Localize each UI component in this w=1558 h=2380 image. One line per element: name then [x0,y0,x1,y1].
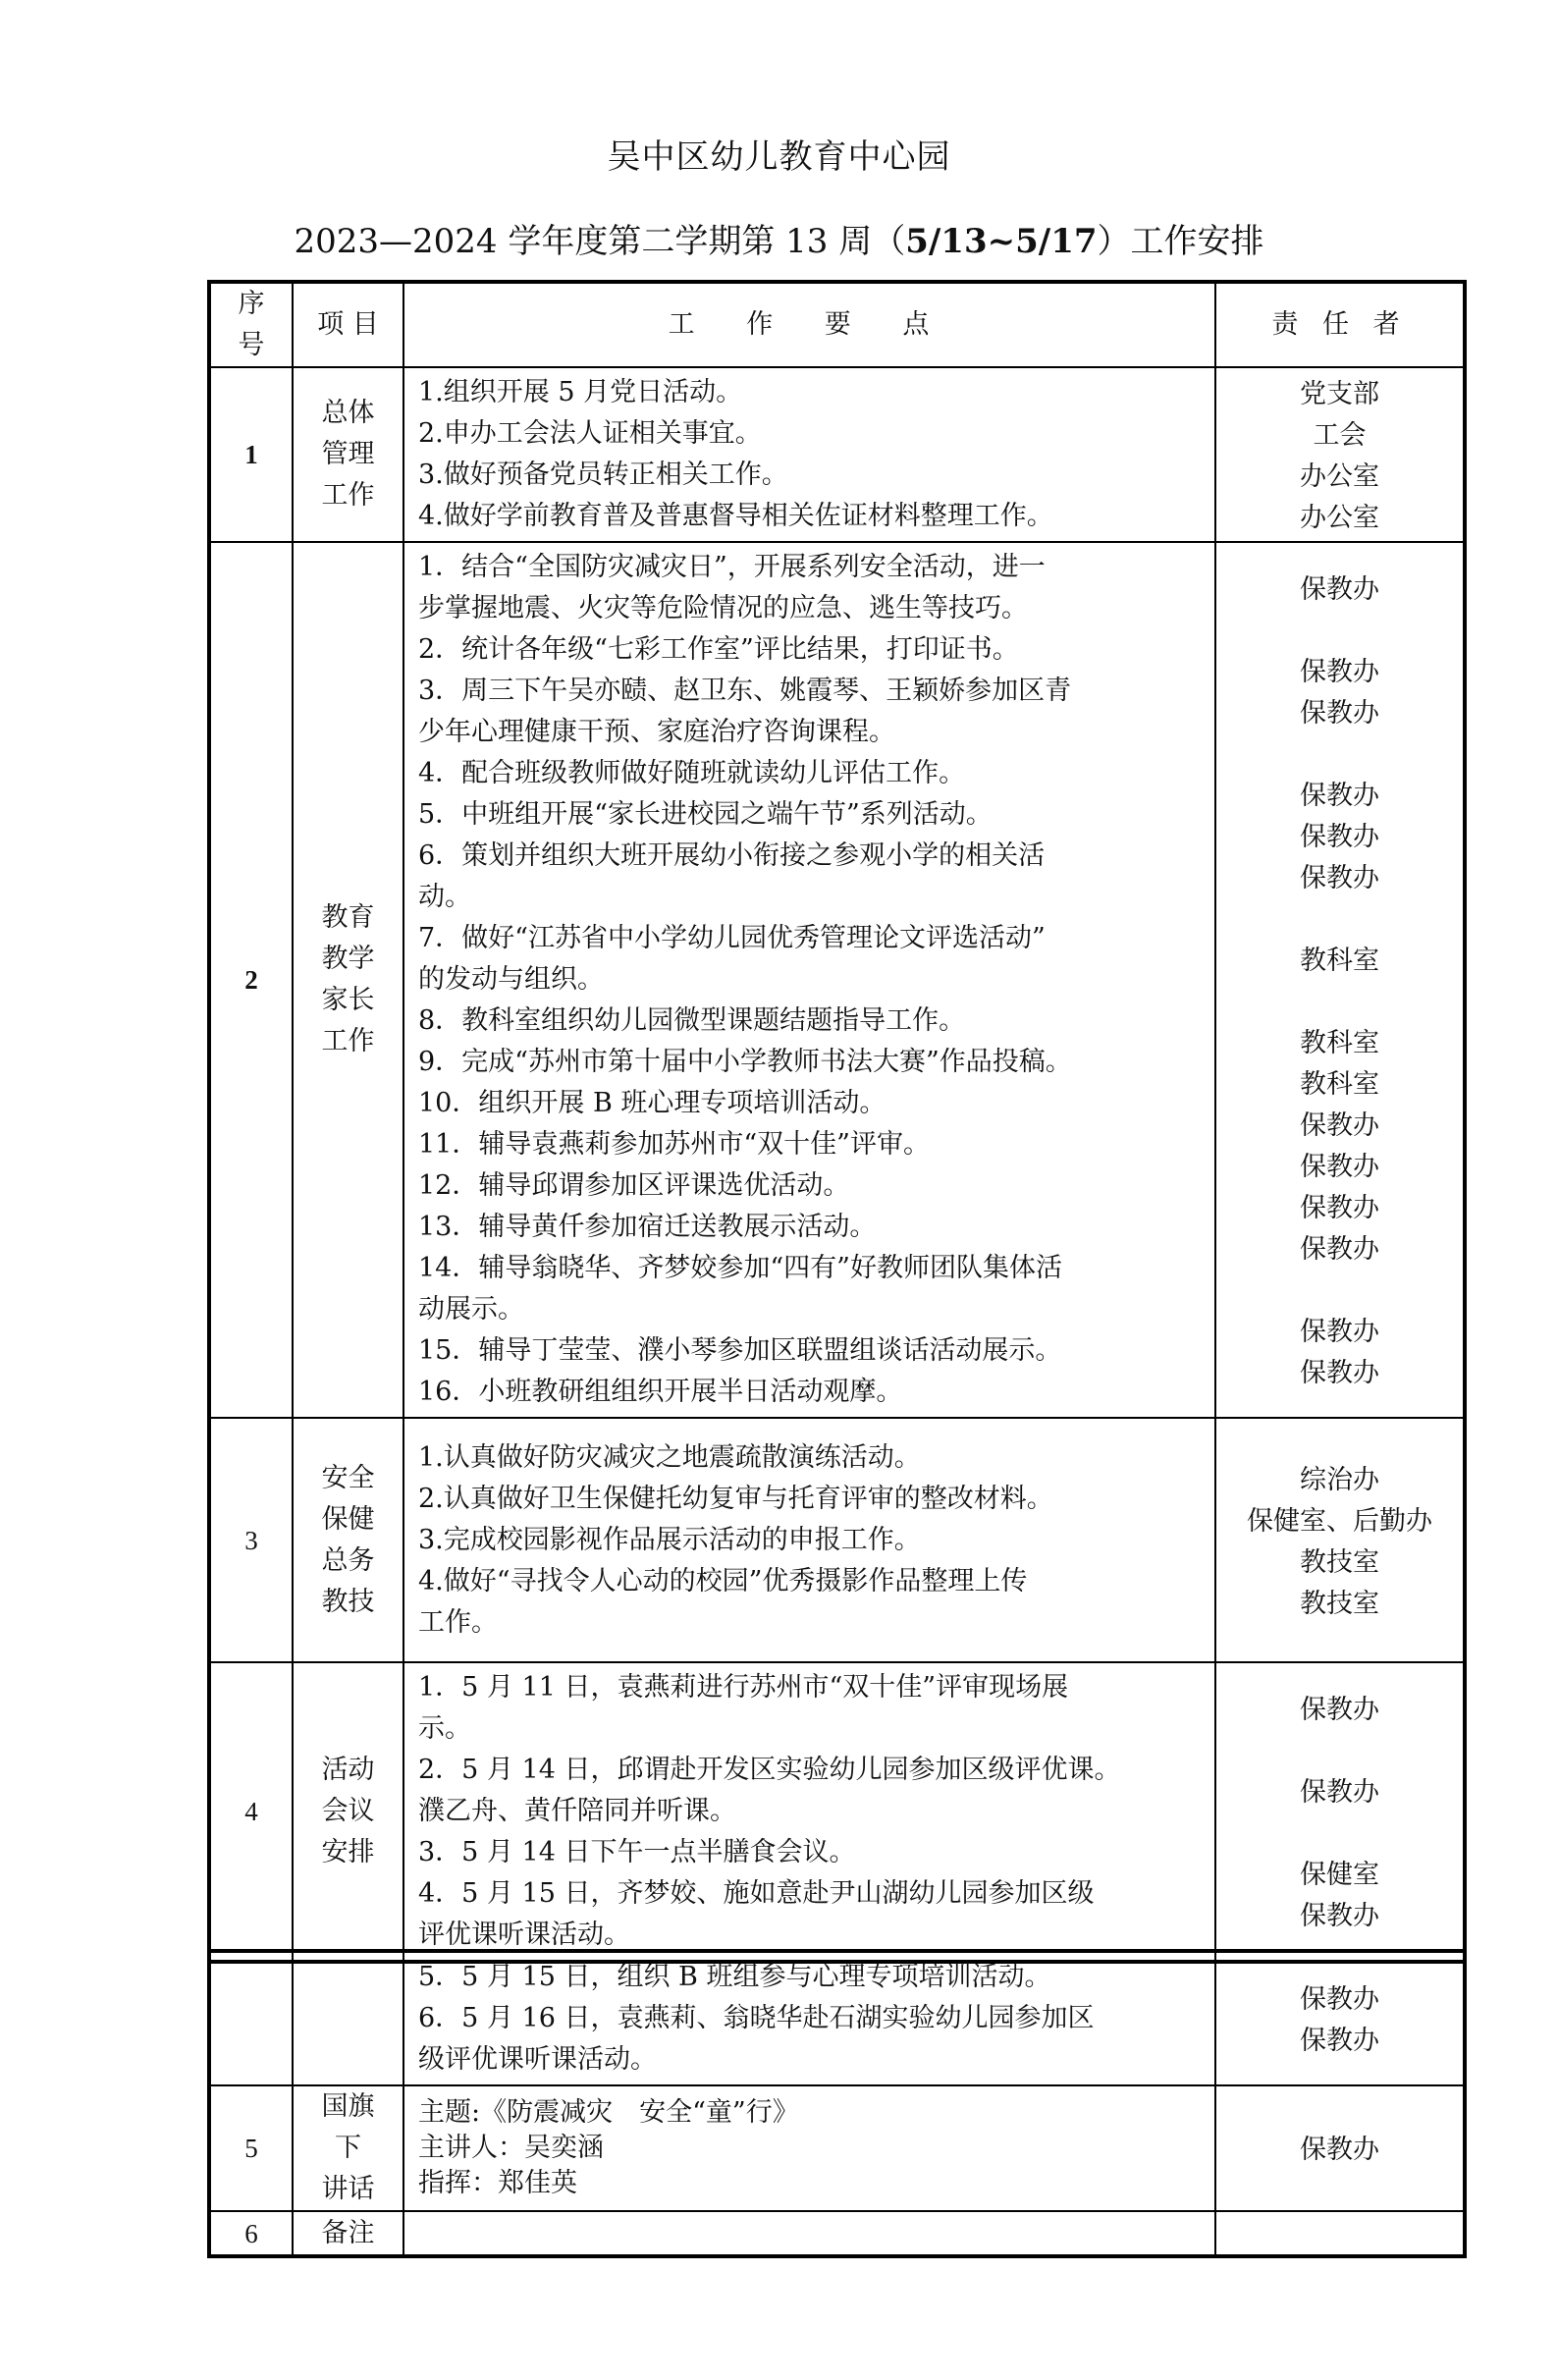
row-number: 6 [209,2211,293,2256]
category-line: 工作 [321,1026,375,1056]
schedule-title-dates: 5/13~5/17 [905,222,1098,261]
work-point: 3．5 月 14 日下午一点半膳食会议。 [418,1837,856,1867]
work-point: 评优课听课活动。 [418,1920,630,1950]
responsible-party: 保教办 [1300,2026,1379,2056]
owner-spacer [1216,982,1463,1023]
schedule-title [0,214,1558,262]
work-point: 示。 [418,1713,471,1744]
responsible-party: 保教办 [1300,1234,1379,1265]
owner-spacer [1216,899,1463,941]
work-point: 3．周三下午吴亦赜、赵卫东、姚霞琴、王颖娇参加区青 [418,676,1072,706]
category-line: 安排 [321,1837,375,1867]
owner-spacer [1216,1731,1463,1772]
category-line: 总体 [321,398,375,428]
responsible-party: 保教办 [1300,1152,1379,1182]
row-number: 2 [209,542,293,1418]
responsible-party: 保教办 [1300,781,1379,811]
table-row [209,367,1465,542]
work-points [403,2085,1215,2211]
row-category [293,1418,403,1662]
responsible-party: 教科室 [1300,1028,1379,1058]
work-point: 1.组织开展 5 月党日活动。 [418,377,743,407]
responsible-party: 保教办 [1300,822,1379,852]
responsible-party: 保教办 [1300,1110,1379,1141]
row-category [293,2085,403,2211]
responsible-party: 保教办 [1300,1901,1379,1931]
responsible-parties [1215,542,1465,1418]
work-point: 6．5 月 16 日，袁燕莉、翁晓华赴石湖实验幼儿园参加区 [418,2003,1095,2033]
work-point: 濮乙舟、黄仟陪同并听课。 [418,1796,736,1826]
column-header-no-line1: 序 [238,289,265,319]
work-point: 11．辅导袁燕莉参加苏州市“双十佳”评审。 [418,1129,930,1160]
responsible-party: 教科室 [1300,946,1379,976]
responsible-party: 保教办 [1300,1317,1379,1347]
work-point: 步掌握地震、火灾等危险情况的应急、逃生等技巧。 [418,593,1028,623]
work-point: 15．辅导丁莹莹、濮小琴参加区联盟组谈话活动展示。 [418,1335,1062,1366]
category-line: 家长 [321,985,375,1015]
work-point: 10．组织开展 B 班心理专项培训活动。 [418,1088,886,1118]
responsible-party: 教技室 [1300,1546,1379,1578]
responsible-party: 保教办 [1300,1984,1379,2015]
table-row-continuation [209,1951,1465,2085]
work-point: 动展示。 [418,1294,524,1325]
work-point: 3.做好预备党员转正相关工作。 [418,460,788,490]
responsible-party: 保教办 [1300,1777,1379,1808]
row-number: 4 [209,1662,293,1962]
category-line: 保健 [321,1503,375,1535]
table-row [209,1662,1465,1962]
work-point: 2．5 月 14 日，邱谓赴开发区实验幼儿园参加区级评优课。 [418,1755,1121,1785]
work-point: 4．配合班级教师做好随班就读幼儿评估工作。 [418,758,966,788]
table-row [209,1418,1465,1662]
category-line: 会议 [321,1796,375,1826]
category-line: 管理 [321,439,375,469]
work-point: 级评优课听课活动。 [418,2044,657,2075]
speech-topic: 主题:《防震减灾 安全“童”行》 [418,2097,799,2128]
work-point: 动。 [418,882,471,912]
category-line: 工作 [321,480,375,511]
work-point: 1．结合“全国防灾减灾日”，开展系列安全活动，进一 [418,552,1046,582]
weekly-schedule-table-continued [207,1949,1467,2258]
work-point: 2.申办工会法人证相关事宜。 [418,418,762,449]
row-number: 5 [209,2085,293,2211]
work-point: 1．5 月 11 日，袁燕莉进行苏州市“双十佳”评审现场展 [418,1672,1069,1703]
category-line: 安全 [321,1462,375,1493]
work-point: 2.认真做好卫生保健托幼复审与托育评审的整改材料。 [418,1483,1053,1514]
table-row [209,542,1465,1418]
column-header-no [209,282,293,367]
category-line: 教技 [321,1586,375,1617]
owner-spacer [1216,734,1463,776]
column-header-no-line2: 号 [238,330,265,360]
responsible-parties [1215,367,1465,542]
responsible-party: 党支部 [1300,379,1379,409]
work-point: 16．小班教研组组织开展半日活动观摩。 [418,1377,903,1407]
responsible-party: 保健室 [1300,1860,1379,1890]
speech-conductor: 指挥：郑佳英 [418,2168,577,2198]
work-point: 4.做好“寻找令人心动的校园”优秀摄影作品整理上传 [418,1565,1028,1596]
work-point: 1.认真做好防灾减灾之地震疏散演练活动。 [418,1441,921,1473]
category-line: 国旗 [321,2091,375,2122]
work-points [403,542,1215,1418]
category-line: 下 [335,2133,361,2163]
row-number: 1 [209,367,293,542]
responsible-party: 综治办 [1300,1464,1379,1495]
work-point: 5．中班组开展“家长进校园之端午节”系列活动。 [418,799,993,830]
work-point: 9．完成“苏州市第十届中小学教师书法大赛”作品投稿。 [418,1047,1072,1077]
work-point: 3.完成校园影视作品展示活动的申报工作。 [418,1524,921,1555]
responsible-party: 保教办 [1300,1358,1379,1388]
responsible-party: 教科室 [1300,1069,1379,1100]
responsible-party: 保教办 [1300,1695,1379,1725]
responsible-party: 教技室 [1300,1588,1379,1619]
work-point: 工作。 [418,1606,498,1638]
work-point: 少年心理健康干预、家庭治疗咨询课程。 [418,717,895,747]
row-category: 备注 [293,2211,403,2256]
responsible-parties [1215,1662,1465,1962]
responsible-party: 保教办 [1300,1193,1379,1223]
work-point: 2．统计各年级“七彩工作室”评比结果，打印证书。 [418,634,1019,665]
responsible-party: 工会 [1313,420,1367,451]
owner-spacer [1216,611,1463,652]
responsible-party: 办公室 [1300,461,1379,492]
remarks-owner [1215,2211,1465,2256]
row-category [293,1951,403,2085]
responsible-parties [1215,1951,1465,2085]
responsible-party: 办公室 [1300,503,1379,533]
work-point: 14．辅导翁晓华、齐梦姣参加“四有”好教师团队集体活 [418,1253,1062,1283]
row-number: 3 [209,1418,293,1662]
responsible-party: 保教办 [1300,698,1379,729]
row-category [293,367,403,542]
responsible-party: 保教办 [1215,2085,1465,2211]
column-header-points: 工 作 要 点 [403,282,1215,367]
column-header-owner: 责 任 者 [1215,282,1465,367]
table-row [209,2085,1465,2211]
work-points [403,1951,1215,2085]
work-point: 6．策划并组织大班开展幼小衔接之参观小学的相关活 [418,840,1046,871]
category-line: 教学 [321,944,375,974]
category-line: 总务 [321,1544,375,1576]
schedule-title-suffix: ）工作安排 [1097,222,1264,261]
work-points [403,1418,1215,1662]
work-points [403,367,1215,542]
owner-spacer [1216,1813,1463,1855]
category-line: 活动 [321,1755,375,1785]
work-point: 4.做好学前教育普及普惠督导相关佐证材料整理工作。 [418,501,1053,531]
work-points [403,1662,1215,1962]
row-category [293,542,403,1418]
responsible-parties [1215,1418,1465,1662]
weekly-schedule-table [207,280,1467,1964]
owner-spacer [1216,1271,1463,1312]
speech-speaker: 主讲人：吴奕涵 [418,2133,604,2163]
category-line: 讲话 [321,2174,375,2204]
organization-title: 吴中区幼儿教育中心园 [607,137,951,177]
table-header-row [209,282,1465,367]
responsible-party: 保教办 [1300,574,1379,605]
responsible-party: 保教办 [1300,657,1379,687]
work-point: 12．辅导邱谓参加区评课选优活动。 [418,1170,850,1201]
work-point: 的发动与组织。 [418,964,604,995]
row-category [293,1662,403,1962]
category-line: 教育 [321,902,375,933]
work-point: 7．做好“江苏省中小学幼儿园优秀管理论文评选活动” [418,923,1046,953]
work-point: 5．5 月 15 日，组织 B 班组参与心理专项培训活动。 [418,1962,1051,1992]
responsible-party: 保健室、后勤办 [1247,1505,1432,1537]
column-header-item: 项 目 [293,282,403,367]
work-point: 13．辅导黄仟参加宿迁送教展示活动。 [418,1212,877,1242]
work-point: 8．教科室组织幼儿园微型课题结题指导工作。 [418,1005,966,1036]
table-row [209,2211,1465,2256]
row-number [209,1951,293,2085]
responsible-party: 保教办 [1300,863,1379,893]
schedule-title-prefix: 2023—2024 学年度第二学期第 13 周（ [294,222,906,261]
remarks-content [403,2211,1215,2256]
work-point: 4．5 月 15 日，齐梦姣、施如意赴尹山湖幼儿园参加区级 [418,1878,1095,1909]
